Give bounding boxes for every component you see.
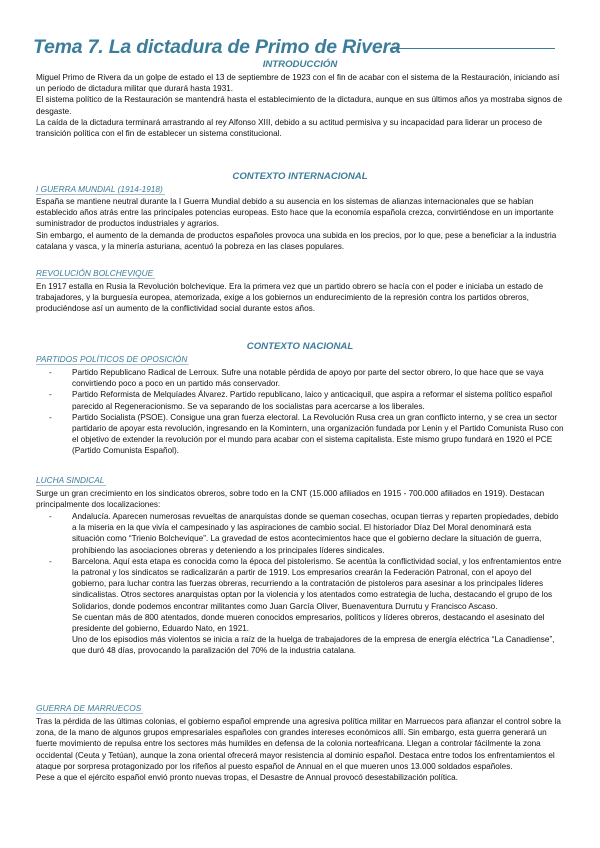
nacional-heading: CONTEXTO NACIONAL (246, 341, 354, 352)
list-item (36, 511, 564, 556)
guerra-paragraph-2: Sin embargo, el aumento de la demanda de productos españoles provoca una subida en los precios, por lo que, pese a beneficiar a la industria catalana y vasca, y la minería asturiana, acentuó la pobreza en las clases populares. (36, 230, 557, 251)
intro-text (36, 72, 564, 139)
dash-bullet: - (49, 390, 52, 400)
partido-radical: Partido Republicano Radical de Lerroux. Sufre una notable pérdida de apoyo por parte del sector obrero, lo que hace que se vaya convirtiendo poco a poco en un partido más conservador. (72, 368, 544, 389)
revolucion-paragraph-1: En 1917 estalla en Rusia la Revolución bolchevique. Era la primera vez que un partido obrero se hacía con el poder e iniciaba un estado de trabajadores, y la burguesía europea, atemorizada, exige a los gobiernos un endurecimiento de la represión contra los partidos obreros, produciéndose así un aumento de la conflictividad social durante estos años. (36, 282, 544, 314)
dash-bullet: - (49, 512, 52, 521)
intro-paragraph-2: El sistema político de la Restauración se mantendrá hasta el establecimiento de la dictadura, aunque en sus últimos años ya mostraba signos de desgaste. (36, 95, 563, 116)
marruecos-paragraph-2: Pese a que el ejército español envió pronto nuevas tropas, el Desastre de Annual provocó desestabilización política. (36, 773, 458, 783)
list-item (36, 367, 564, 389)
list-item (36, 389, 564, 411)
guerra-mundial-subheading: I GUERRA MUNDIAL (1914-1918) (36, 184, 163, 194)
revolucion-subheading: REVOLUCIÓN BOLCHEVIQUE (36, 268, 154, 278)
lucha-atentados: Se cuentan más de 800 atentados, donde mueren conocidos empresarios, políticos y líderes obreros, destacando el asesinato del presidente del gobierno, Eduardo Nato, en 1921. (72, 612, 545, 634)
partidos-list (36, 367, 564, 457)
partido-reformista: Partido Reformista de Melquíades Álvarez. Partido republicano, laico y anticaciquil, que aspira a reformar el sistema político español parecido al Regeneracionismo. Se va separando de los socialistas para acercarse a los liberales. (72, 390, 553, 411)
page-title: Tema 7. La dictadura de Primo de Rivera (33, 36, 401, 58)
list-item (36, 556, 564, 657)
internacional-heading: CONTEXTO INTERNACIONAL (232, 171, 368, 182)
lucha-list (36, 511, 564, 657)
dash-bullet: - (49, 368, 52, 377)
intro-paragraph-1: Miguel Primo de Rivera da un golpe de estado el 13 de septiembre de 1923 con el fin de acabar con el sistema de la Restauración, iniciando así un periodo de dictadura militar que durará hasta 1931. (36, 73, 560, 94)
lucha-andalucia: Andalucía. Aparecen numerosas revueltas de anarquistas donde se queman cosechas, ocupan tierras y reparten propiedades, debido a la miseria en la que vivía el campesinado y las aspiraciones de cambio social. El historiador Díaz Del Moral denominará esta situación como “Trienio Bolchevique”. La gravedad de estos acontecimientos hace que el gobierno declare la situación de guerra, prohibiendo las asociaciones obreras y deteniendo a los principales líderes sindicales. (72, 512, 559, 555)
guerra-mundial-text (36, 196, 564, 252)
intro-paragraph-3: La caída de la dictadura terminará arrastrando al rey Alfonso XIII, debido a su actitud permisiva y su incapacidad para liderar un proceso de transición política con el fin de establecer un sistema constitucional. (36, 117, 543, 139)
title-row (33, 36, 563, 58)
lucha-canadiense: Uno de los episodios más violentos se inicia a raíz de la huelga de trabajadores de la empresa de energía eléctrica “La Canadiense”, que duró 48 días, provocando la paralización del 70% de la industria catalana. (72, 635, 555, 656)
intro-heading: INTRODUCCIÓN (262, 59, 338, 70)
title-rule (390, 48, 555, 49)
dash-bullet: - (49, 556, 52, 566)
marruecos-paragraph-1: Tras la pérdida de las últimas colonias, el gobierno español emprende una agresiva política militar en Marruecos para afianzar el control sobre la zona, de la mano de algunos grupos empresariales españoles con grandes intereses económicos allí. Sin embargo, esta guerra generará un fuerte movimiento de repulsa entre los sectores más humildes en defensa de la colonia norteafricana. Llegan a controlar fácilmente la zona occidental (Ceuta y Tetúan), aunque la zona oriental ofrecerá mayor resistencia al dominio español. Destaca entre todos los enfrentamientos el ataque por sorpresa protagonizado por los rifeños al puesto español de Annual en el que mueren unos 13.000 soldados españoles. (36, 717, 561, 771)
lucha-barcelona: Barcelona. Aquí esta etapa es conocida como la época del pistolerismo. Se acentúa la conflictividad social, y los enfrentamientos entre la patronal y los sindicatos se radicalizarán a partir de 1919. Los empresarios crearán la Federación Patronal, con el apoyo del gobierno, para luchar contra las fuerzas obreras, recurriendo a la contratación de pistoleros para asesinar a los principales líderes sindicalistas. Otros sectores anarquistas optan por la violencia y los atentados como estrategia de lucha, destacando el grupo de los Solidarios, donde podemos encontrar militantes como Juan García Oliver, Buenaventura Durrutu y Francisco Ascaso. (72, 556, 562, 611)
dash-bullet: - (49, 412, 52, 422)
marruecos-subheading: GUERRA DE MARRUECOS (36, 703, 142, 713)
lucha-intro: Surge un gran crecimiento en los sindicatos obreros, sobre todo en la CNT (15.000 afiliados en 1915 - 700.000 afiliados en 1919). Destacan principalmente dos localizaciones: (36, 489, 545, 510)
revolucion-text (36, 281, 564, 315)
lucha-subheading: LUCHA SINDICAL (36, 475, 105, 485)
list-item (36, 412, 564, 457)
guerra-paragraph-1: España se mantiene neutral durante la I Guerra Mundial debido a su ausencia en los sistemas de alianzas internacionales que se habían establecido años atrás entre las principales potencias europeas. Esto hace que la economía española crezca, convirtiéndose en un importante suministrador de productos industriales y agrarios. (36, 197, 554, 229)
partidos-subheading: PARTIDOS POLÍTICOS DE OPOSICIÓN (36, 354, 188, 364)
marruecos-text (36, 716, 564, 783)
partido-socialista: Partido Socialista (PSOE). Consigue una gran fuerza electoral. La Revolución Rusa crea un gran conflicto interno, y se crea un sector partidario de apoyar esta revolución, ingresando en la Komintern, una organización fundada por Lenin y el Partido Comunista Ruso con el objetivo de extender la revolución por el mundo para acabar con el sistema capitalista. Este mismo grupo fundará en 1920 el PCE (Partido Comunista Español). (72, 412, 564, 456)
